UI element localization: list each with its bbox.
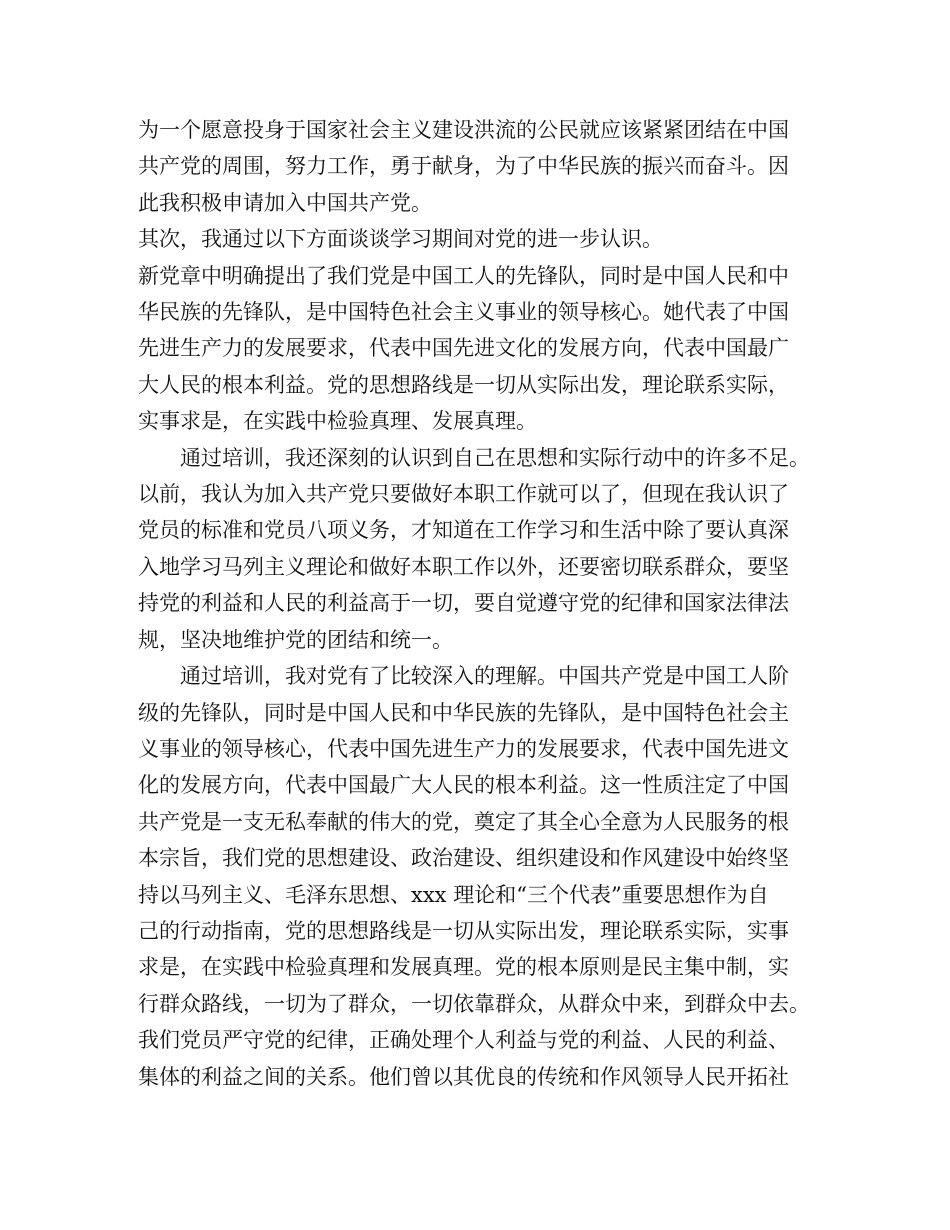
text-line: 持党的利益和人民的利益高于一切，要自觉遵守党的纪律和国家法律法 — [138, 591, 789, 616]
text-line: 己的行动指南，党的思想路线是一切从实际出发，理论联系实际，实事 — [138, 918, 789, 943]
paragraph-3 — [138, 258, 828, 440]
text-line: 新党章中明确提出了我们党是中国工人的先锋队，同时是中国人民和中 — [138, 263, 789, 288]
text-line: 党员的标准和党员八项义务，才知道在工作学习和生活中除了要认真深 — [138, 518, 789, 543]
text-line: 实事求是，在实践中检验真理、发展真理。 — [138, 409, 537, 434]
text-line: 我们党员严守党的纪律，正确处理个人利益与党的利益、人民的利益、 — [138, 1028, 789, 1053]
text-line: 大人民的根本利益。党的思想路线是一切从实际出发，理论联系实际， — [138, 372, 789, 397]
text-line: 为一个愿意投身于国家社会主义建设洪流的公民就应该紧紧团结在中国 — [138, 118, 789, 142]
text-line: 本宗旨，我们党的思想建设、政治建设、组织建设和作风建设中始终坚 — [138, 846, 789, 871]
text-line: 规，坚决地维护党的团结和统一。 — [138, 627, 453, 652]
text-line: 入地学习马列主义理论和做好本职工作以外，还要密切联系群众，要坚 — [138, 554, 789, 579]
text-line: 华民族的先锋队，是中国特色社会主义事业的领导核心。她代表了中国 — [138, 300, 789, 325]
text-line: 求是，在实践中检验真理和发展真理。党的根本原则是民主集中制，实 — [138, 955, 789, 980]
paragraph-1 — [138, 112, 828, 221]
text-line: 化的发展方向，代表中国最广大人民的根本利益。这一性质注定了中国 — [138, 773, 789, 798]
paragraph-2 — [138, 221, 828, 257]
text-line: 以前，我认为加入共产党只要做好本职工作就可以了，但现在我认识了 — [138, 482, 789, 507]
text-line: 先进生产力的发展要求，代表中国先进文化的发展方向，代表中国最广 — [138, 336, 789, 361]
paragraph-5 — [138, 658, 828, 1095]
text-line: 共产党的周围，努力工作，勇于献身，为了中华民族的振兴而奋斗。因 — [138, 154, 789, 179]
text-line: 其次，我通过以下方面谈谈学习期间对党的进一步认识。 — [138, 227, 663, 252]
text-line: 共产党是一支无私奉献的伟大的党，奠定了其全心全意为人民服务的根 — [138, 809, 789, 834]
text-line: 此我积极申请加入中国共产党。 — [138, 190, 432, 215]
text-line: 级的先锋队，同时是中国人民和中华民族的先锋队，是中国特色社会主 — [138, 700, 789, 725]
text-line: 通过培训，我对党有了比较深入的理解。中国共产党是中国工人阶 — [180, 664, 789, 689]
paragraph-4 — [138, 440, 828, 658]
text-line: 行群众路线，一切为了群众，一切依靠群众，从群众中来，到群众中去。 — [138, 991, 810, 1016]
document-body — [138, 112, 828, 1095]
text-line: 通过培训，我还深刻的认识到自己在思想和实际行动中的许多不足。 — [180, 445, 810, 470]
text-line: 集体的利益之间的关系。他们曾以其优良的传统和作风领导人民开拓社 — [138, 1064, 789, 1089]
text-line: 义事业的领导核心，代表中国先进生产力的发展要求，代表中国先进文 — [138, 736, 789, 761]
text-line: 持以马列主义、毛泽东思想、xxx 理论和“三个代表”重要思想作为自 — [138, 882, 769, 907]
